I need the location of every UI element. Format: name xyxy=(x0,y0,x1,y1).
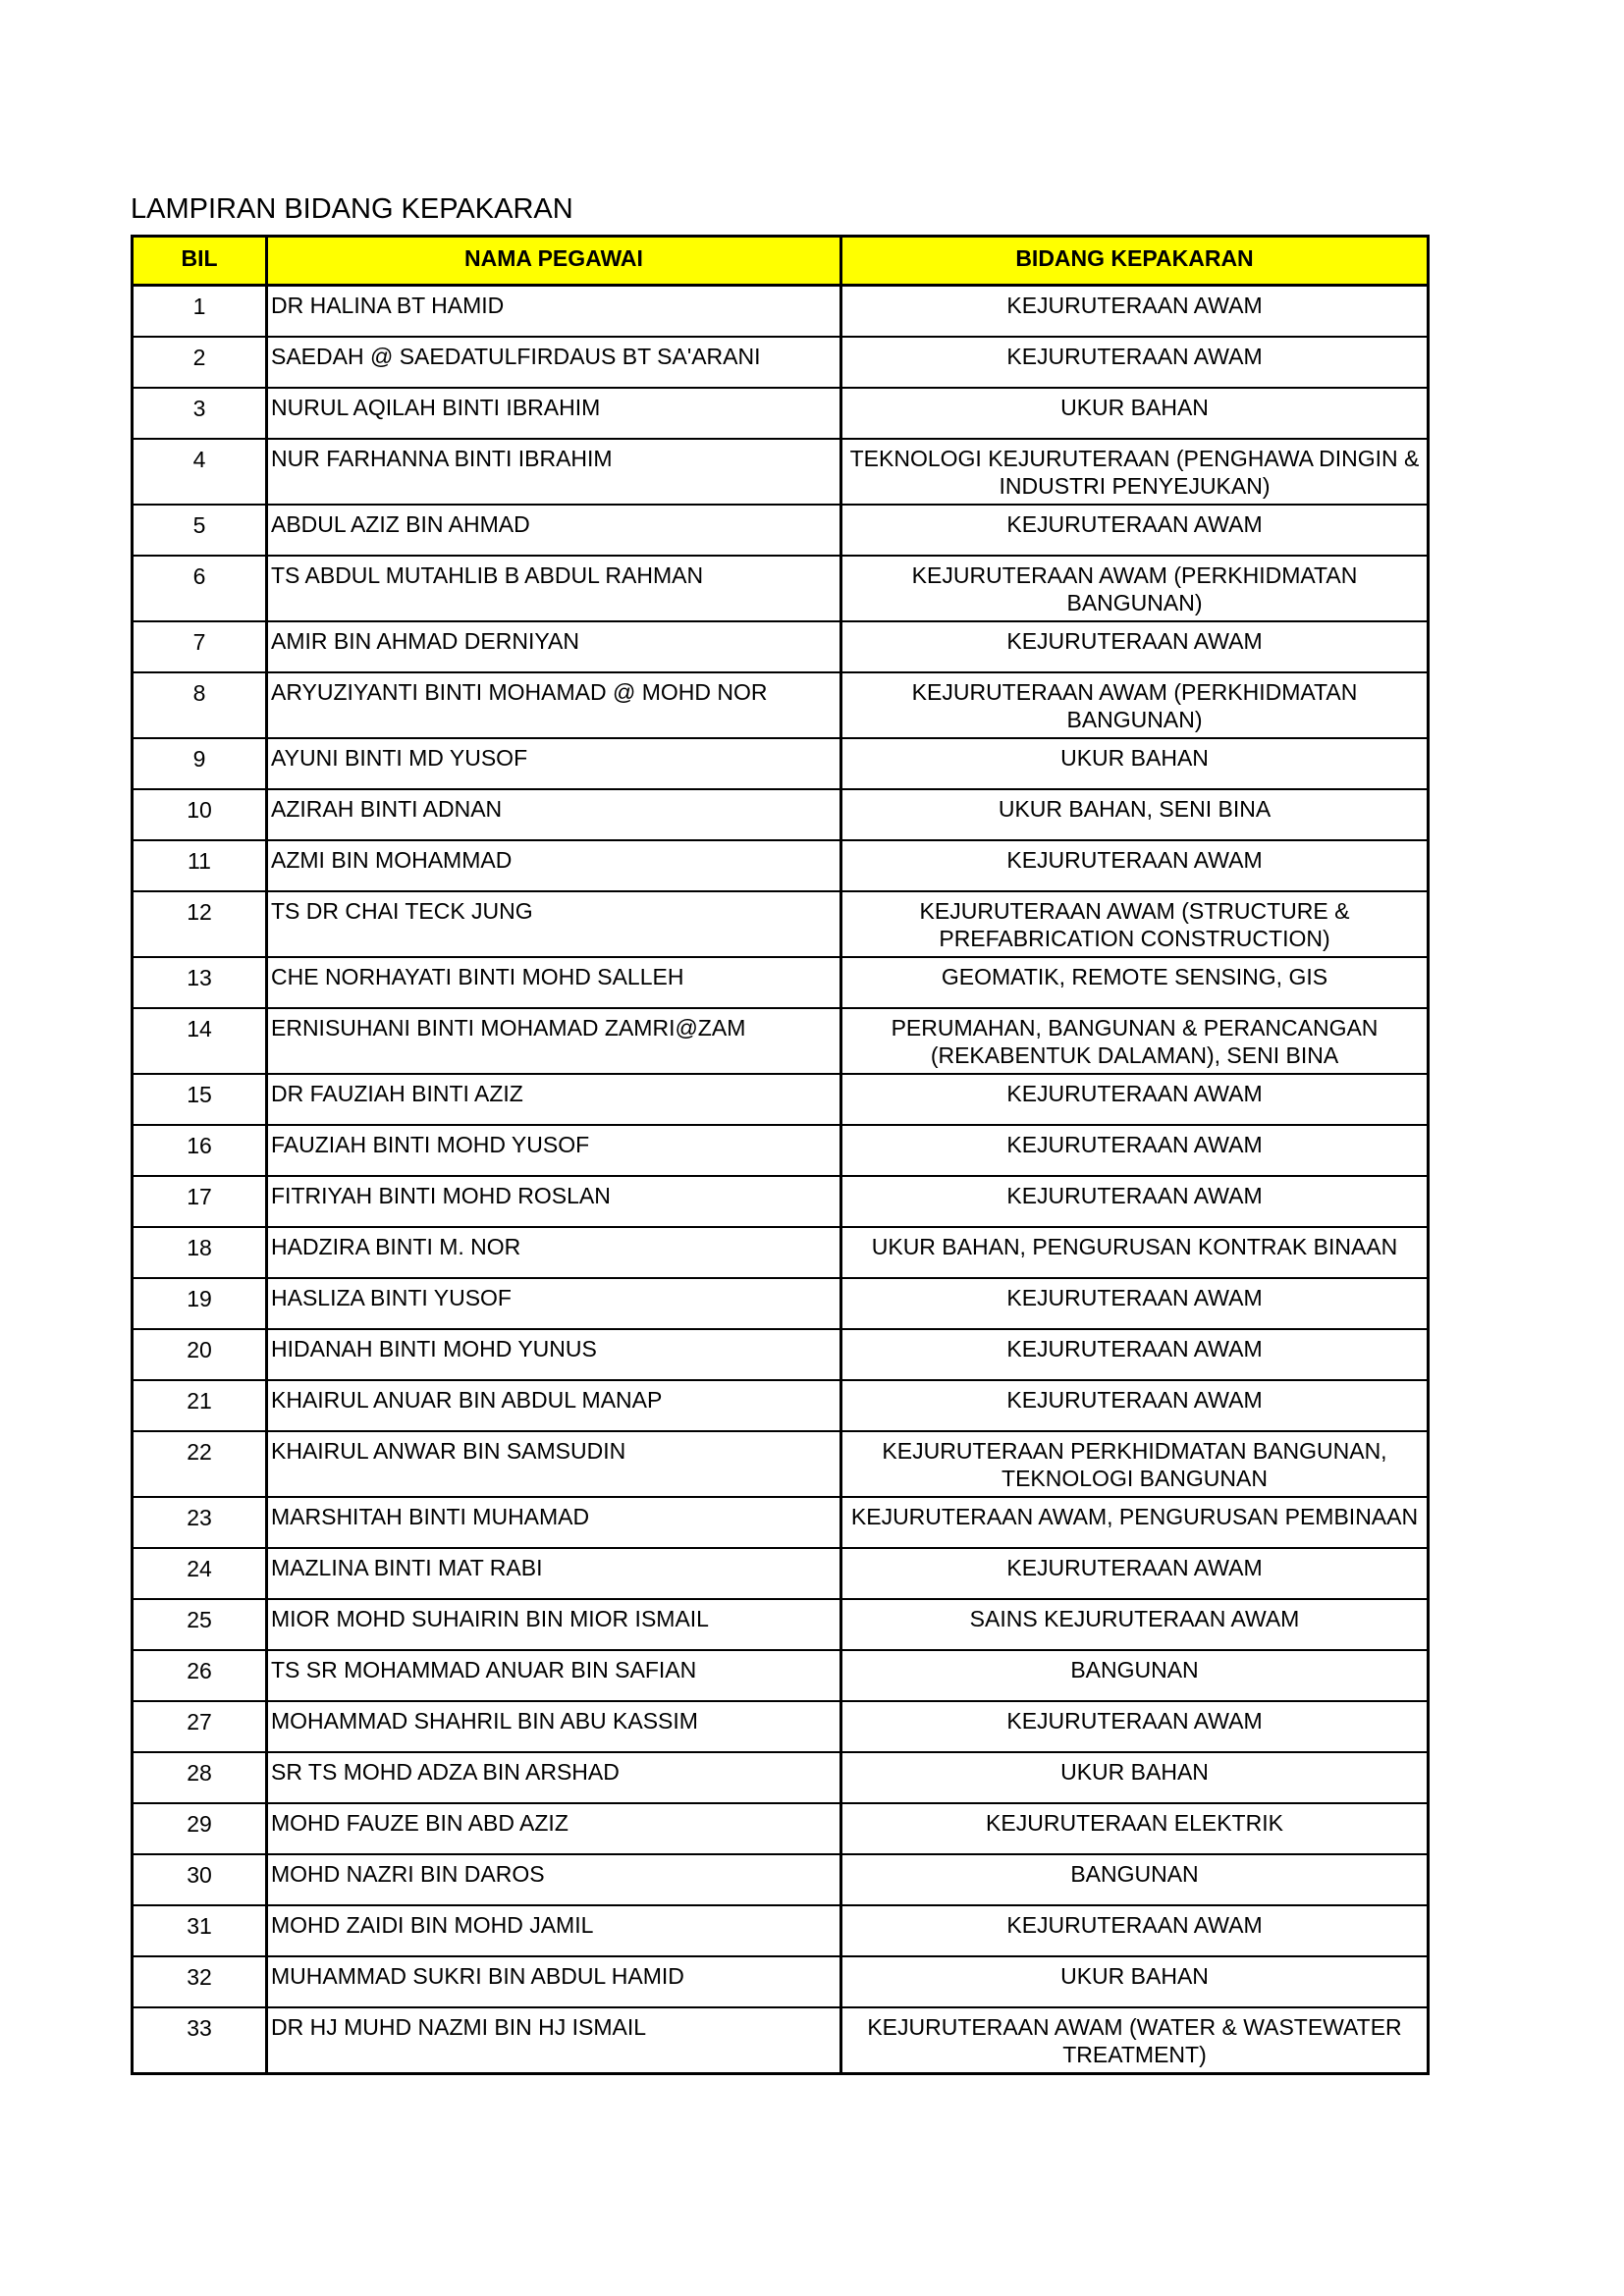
row-number: 28 xyxy=(133,1752,267,1803)
row-number: 2 xyxy=(133,337,267,388)
officer-name: FITRIYAH BINTI MOHD ROSLAN xyxy=(267,1176,841,1227)
row-number: 29 xyxy=(133,1803,267,1854)
row-number: 22 xyxy=(133,1431,267,1497)
expertise-field: UKUR BAHAN, PENGURUSAN KONTRAK BINAAN xyxy=(841,1227,1429,1278)
officer-name: ABDUL AZIZ BIN AHMAD xyxy=(267,505,841,556)
row-number: 14 xyxy=(133,1008,267,1074)
expertise-field: KEJURUTERAAN ELEKTRIK xyxy=(841,1803,1429,1854)
table-row xyxy=(133,1650,1429,1701)
expertise-field: KEJURUTERAAN PERKHIDMATAN BANGUNAN, TEKNOLOGI BANGUNAN xyxy=(841,1431,1429,1497)
row-number: 25 xyxy=(133,1599,267,1650)
col-header-nama: NAMA PEGAWAI xyxy=(267,237,841,286)
row-number: 30 xyxy=(133,1854,267,1905)
table-row xyxy=(133,1329,1429,1380)
officer-name: HIDANAH BINTI MOHD YUNUS xyxy=(267,1329,841,1380)
row-number: 23 xyxy=(133,1497,267,1548)
table-row xyxy=(133,840,1429,891)
table-row xyxy=(133,789,1429,840)
officer-name: TS DR CHAI TECK JUNG xyxy=(267,891,841,957)
expertise-field: KEJURUTERAAN AWAM (STRUCTURE & PREFABRICATION CONSTRUCTION) xyxy=(841,891,1429,957)
row-number: 11 xyxy=(133,840,267,891)
expertise-field: UKUR BAHAN xyxy=(841,1752,1429,1803)
expertise-field: SAINS KEJURUTERAAN AWAM xyxy=(841,1599,1429,1650)
header-row xyxy=(133,237,1429,286)
row-number: 8 xyxy=(133,672,267,738)
expertise-field: UKUR BAHAN xyxy=(841,388,1429,439)
officer-name: SR TS MOHD ADZA BIN ARSHAD xyxy=(267,1752,841,1803)
expertise-field: PERUMAHAN, BANGUNAN & PERANCANGAN (REKABENTUK DALAMAN), SENI BINA xyxy=(841,1008,1429,1074)
table-row xyxy=(133,1227,1429,1278)
row-number: 16 xyxy=(133,1125,267,1176)
table-row xyxy=(133,1701,1429,1752)
officer-name: HADZIRA BINTI M. NOR xyxy=(267,1227,841,1278)
officer-name: AZMI BIN MOHAMMAD xyxy=(267,840,841,891)
officer-name: MUHAMMAD SUKRI BIN ABDUL HAMID xyxy=(267,1956,841,2007)
table-row xyxy=(133,621,1429,672)
row-number: 3 xyxy=(133,388,267,439)
row-number: 15 xyxy=(133,1074,267,1125)
row-number: 19 xyxy=(133,1278,267,1329)
table-row xyxy=(133,1752,1429,1803)
table-row xyxy=(133,1599,1429,1650)
officer-name: TS SR MOHAMMAD ANUAR BIN SAFIAN xyxy=(267,1650,841,1701)
page-title: LAMPIRAN BIDANG KEPAKARAN xyxy=(131,193,573,225)
expertise-field: TEKNOLOGI KEJURUTERAAN (PENGHAWA DINGIN & INDUSTRI PENYEJUKAN) xyxy=(841,439,1429,505)
expertise-field: KEJURUTERAAN AWAM (PERKHIDMATAN BANGUNAN) xyxy=(841,556,1429,621)
row-number: 18 xyxy=(133,1227,267,1278)
expertise-field: KEJURUTERAAN AWAM xyxy=(841,621,1429,672)
row-number: 21 xyxy=(133,1380,267,1431)
officer-name: MOHD FAUZE BIN ABD AZIZ xyxy=(267,1803,841,1854)
expertise-field: KEJURUTERAAN AWAM xyxy=(841,1176,1429,1227)
officer-name: HASLIZA BINTI YUSOF xyxy=(267,1278,841,1329)
table-row xyxy=(133,286,1429,337)
row-number: 13 xyxy=(133,957,267,1008)
row-number: 27 xyxy=(133,1701,267,1752)
officer-name: AMIR BIN AHMAD DERNIYAN xyxy=(267,621,841,672)
officer-name: MAZLINA BINTI MAT RABI xyxy=(267,1548,841,1599)
table-row xyxy=(133,1854,1429,1905)
row-number: 17 xyxy=(133,1176,267,1227)
table-body xyxy=(133,286,1429,2074)
row-number: 1 xyxy=(133,286,267,337)
row-number: 26 xyxy=(133,1650,267,1701)
expertise-field: KEJURUTERAAN AWAM xyxy=(841,840,1429,891)
table-row xyxy=(133,1803,1429,1854)
officer-name: MOHD ZAIDI BIN MOHD JAMIL xyxy=(267,1905,841,1956)
col-header-bidang: BIDANG KEPAKARAN xyxy=(841,237,1429,286)
expertise-field: KEJURUTERAAN AWAM (PERKHIDMATAN BANGUNAN) xyxy=(841,672,1429,738)
officer-name: AYUNI BINTI MD YUSOF xyxy=(267,738,841,789)
table-row xyxy=(133,1008,1429,1074)
table-row xyxy=(133,556,1429,621)
expertise-field: GEOMATIK, REMOTE SENSING, GIS xyxy=(841,957,1429,1008)
expertise-field: KEJURUTERAAN AWAM xyxy=(841,1074,1429,1125)
officer-name: KHAIRUL ANWAR BIN SAMSUDIN xyxy=(267,1431,841,1497)
table-row xyxy=(133,1497,1429,1548)
row-number: 31 xyxy=(133,1905,267,1956)
col-header-bil: BIL xyxy=(133,237,267,286)
table-row xyxy=(133,891,1429,957)
expertise-field: BANGUNAN xyxy=(841,1650,1429,1701)
expertise-field: BANGUNAN xyxy=(841,1854,1429,1905)
officer-name: DR HALINA BT HAMID xyxy=(267,286,841,337)
officer-name: MOHD NAZRI BIN DAROS xyxy=(267,1854,841,1905)
officer-name: ERNISUHANI BINTI MOHAMAD ZAMRI@ZAM xyxy=(267,1008,841,1074)
officer-name: SAEDAH @ SAEDATULFIRDAUS BT SA'ARANI xyxy=(267,337,841,388)
expertise-field: KEJURUTERAAN AWAM xyxy=(841,1329,1429,1380)
table-row xyxy=(133,738,1429,789)
table-row xyxy=(133,957,1429,1008)
table-row xyxy=(133,1548,1429,1599)
table-row xyxy=(133,2007,1429,2074)
officer-name: DR FAUZIAH BINTI AZIZ xyxy=(267,1074,841,1125)
row-number: 32 xyxy=(133,1956,267,2007)
officer-name: ARYUZIYANTI BINTI MOHAMAD @ MOHD NOR xyxy=(267,672,841,738)
row-number: 9 xyxy=(133,738,267,789)
table-row xyxy=(133,1956,1429,2007)
expertise-field: UKUR BAHAN xyxy=(841,1956,1429,2007)
officer-name: KHAIRUL ANUAR BIN ABDUL MANAP xyxy=(267,1380,841,1431)
row-number: 7 xyxy=(133,621,267,672)
officer-name: NURUL AQILAH BINTI IBRAHIM xyxy=(267,388,841,439)
table-row xyxy=(133,1074,1429,1125)
expertise-field: KEJURUTERAAN AWAM xyxy=(841,286,1429,337)
table-row xyxy=(133,1905,1429,1956)
officer-name: MOHAMMAD SHAHRIL BIN ABU KASSIM xyxy=(267,1701,841,1752)
officer-name: MARSHITAH BINTI MUHAMAD xyxy=(267,1497,841,1548)
expertise-field: KEJURUTERAAN AWAM xyxy=(841,1380,1429,1431)
table-row xyxy=(133,505,1429,556)
expertise-field: KEJURUTERAAN AWAM (WATER & WASTEWATER TREATMENT) xyxy=(841,2007,1429,2074)
row-number: 33 xyxy=(133,2007,267,2074)
table-row xyxy=(133,1176,1429,1227)
officer-name: FAUZIAH BINTI MOHD YUSOF xyxy=(267,1125,841,1176)
officer-name: DR HJ MUHD NAZMI BIN HJ ISMAIL xyxy=(267,2007,841,2074)
table-header xyxy=(133,237,1429,286)
officer-name: TS ABDUL MUTAHLIB B ABDUL RAHMAN xyxy=(267,556,841,621)
expertise-field: KEJURUTERAAN AWAM, PENGURUSAN PEMBINAAN xyxy=(841,1497,1429,1548)
table-row xyxy=(133,388,1429,439)
table-row xyxy=(133,1380,1429,1431)
row-number: 4 xyxy=(133,439,267,505)
table-row xyxy=(133,1125,1429,1176)
kepakaran-table xyxy=(131,235,1430,2075)
officer-name: MIOR MOHD SUHAIRIN BIN MIOR ISMAIL xyxy=(267,1599,841,1650)
expertise-field: KEJURUTERAAN AWAM xyxy=(841,1548,1429,1599)
officer-name: AZIRAH BINTI ADNAN xyxy=(267,789,841,840)
expertise-field: KEJURUTERAAN AWAM xyxy=(841,1125,1429,1176)
table-row xyxy=(133,672,1429,738)
expertise-field: KEJURUTERAAN AWAM xyxy=(841,1278,1429,1329)
table-row xyxy=(133,1431,1429,1497)
row-number: 12 xyxy=(133,891,267,957)
expertise-field: KEJURUTERAAN AWAM xyxy=(841,1905,1429,1956)
row-number: 10 xyxy=(133,789,267,840)
table-row xyxy=(133,439,1429,505)
row-number: 5 xyxy=(133,505,267,556)
expertise-field: UKUR BAHAN xyxy=(841,738,1429,789)
expertise-field: KEJURUTERAAN AWAM xyxy=(841,505,1429,556)
table-row xyxy=(133,1278,1429,1329)
row-number: 20 xyxy=(133,1329,267,1380)
officer-name: NUR FARHANNA BINTI IBRAHIM xyxy=(267,439,841,505)
expertise-field: KEJURUTERAAN AWAM xyxy=(841,1701,1429,1752)
expertise-field: KEJURUTERAAN AWAM xyxy=(841,337,1429,388)
row-number: 24 xyxy=(133,1548,267,1599)
expertise-field: UKUR BAHAN, SENI BINA xyxy=(841,789,1429,840)
row-number: 6 xyxy=(133,556,267,621)
table-row xyxy=(133,337,1429,388)
officer-name: CHE NORHAYATI BINTI MOHD SALLEH xyxy=(267,957,841,1008)
